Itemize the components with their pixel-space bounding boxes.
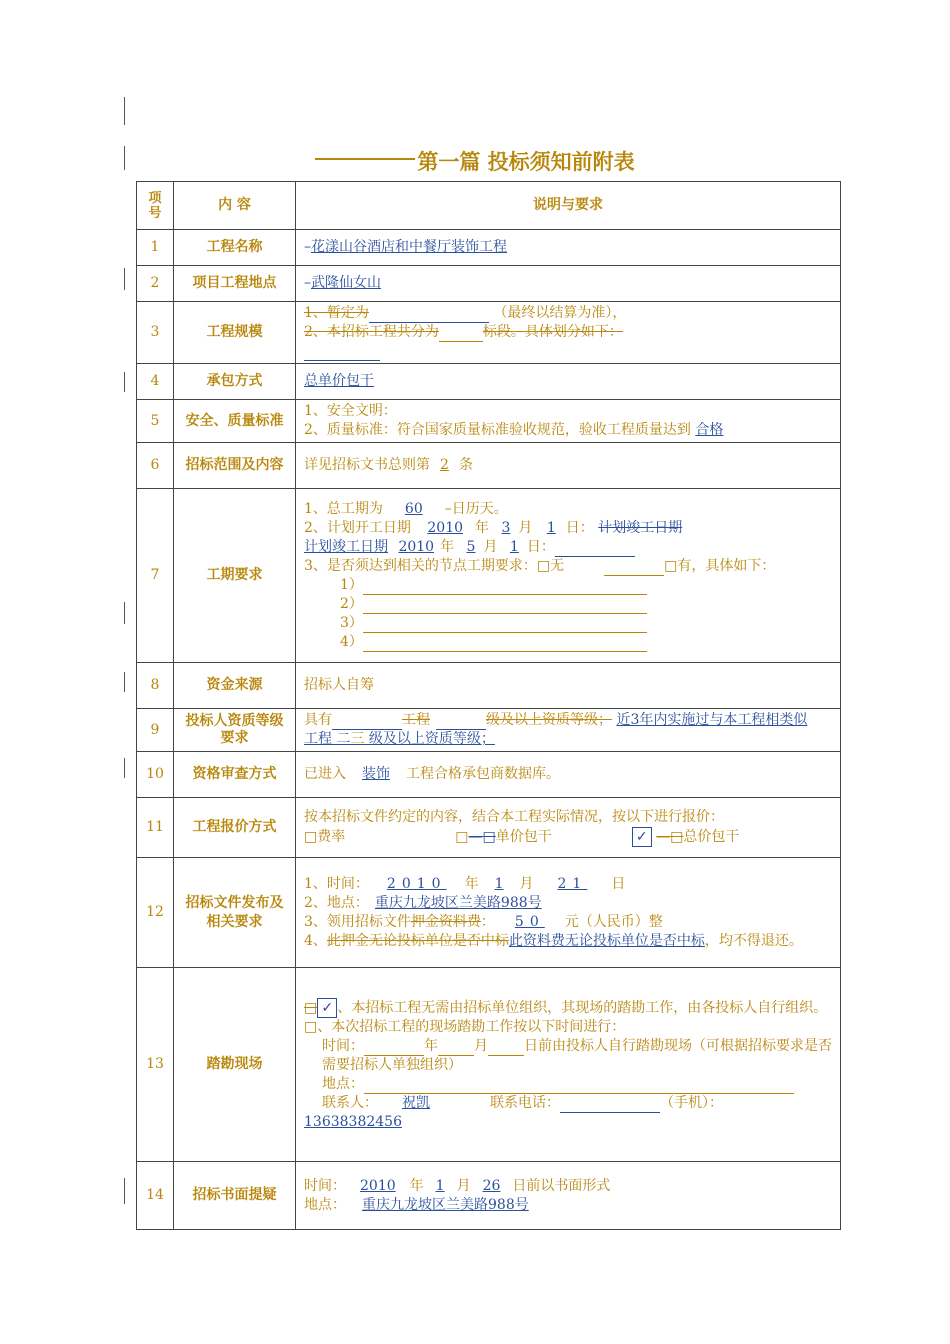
row-item: 招标书面提疑	[174, 1162, 296, 1230]
table-row	[137, 443, 841, 489]
table-row	[137, 663, 841, 709]
row-item: 招标范围及内容	[174, 443, 296, 489]
query-month: 1	[435, 1177, 445, 1194]
table-row	[137, 968, 841, 1162]
milestone-question: 3、是否须达到相关的节点工期要求：□无	[304, 557, 565, 574]
site-visit-option1: 、本招标工程无需由招标单位组织，其现场的踏勘工作，由各投标人自行组织。	[337, 999, 828, 1016]
start-day-label: 日：	[565, 519, 594, 536]
duration-label: 1、总工期为	[304, 500, 383, 517]
row-desc	[296, 858, 841, 968]
contact-name: 祝凯	[402, 1094, 430, 1111]
mobile-label: （手机）：	[660, 1094, 723, 1111]
row-item: 工期要求	[174, 489, 296, 663]
phone-label: 联系电话：	[490, 1094, 560, 1111]
page-title	[0, 146, 950, 176]
row-no: 13	[137, 968, 174, 1162]
issue-year-label: 年	[464, 875, 479, 892]
header-no: 项号	[137, 182, 174, 230]
row-no: 11	[137, 798, 174, 858]
option-rate: □费率	[304, 829, 346, 845]
refund-suffix: ，均不得退还。	[704, 932, 803, 949]
refund-text: 此资料费无论投标单位是否中标	[508, 932, 705, 949]
row-no: 14	[137, 1162, 174, 1230]
row-desc	[296, 443, 841, 489]
end-day-label: 日：	[526, 538, 555, 555]
visit-time-note: 日前由投标人自行踏勘现场（可根据招标要求是否需要招标人单独组织）	[322, 1037, 832, 1073]
margin-mark	[124, 97, 125, 125]
db-suffix: 工程合格承包商数据库。	[406, 766, 560, 782]
scale-line1: 1、暂定为	[304, 305, 369, 321]
start-year: 2010	[427, 519, 464, 536]
bid-notice-table	[136, 181, 841, 1230]
row-no: 1	[137, 230, 174, 266]
refund-struck: 此押金无论投标单位是否中标	[326, 932, 509, 949]
row-item: 工程报价方式	[174, 798, 296, 858]
end-date-struck: 计划竣工日期	[598, 519, 683, 536]
visit-month-label: 月	[474, 1037, 488, 1054]
db-category: 装饰	[362, 766, 390, 782]
start-day: 1	[546, 519, 556, 536]
table-row	[137, 302, 841, 364]
row-item: 项目工程地点	[174, 266, 296, 302]
row-desc	[296, 364, 841, 400]
db-prefix: 已进入	[304, 766, 346, 782]
header-content: 内 容	[174, 182, 296, 230]
milestone-item: 1）	[340, 576, 363, 593]
fee-colon: ：	[480, 913, 495, 930]
qual-type-struck: 工程	[402, 712, 430, 728]
quality-line: 2、质量标准：符合国家质量标准验收规范，验收工程质量达到	[304, 422, 691, 438]
issue-day: 21	[557, 875, 588, 892]
row-desc	[296, 752, 841, 798]
row-item: 工程规模	[174, 302, 296, 364]
project-name: 花漾山谷酒店和中餐厅装饰工程	[311, 239, 507, 255]
end-month: 5	[466, 538, 476, 555]
row-no: 12	[137, 858, 174, 968]
qual-prefix: 具有	[304, 712, 332, 728]
option-total-price: 总价包干	[683, 829, 740, 845]
margin-mark	[124, 672, 125, 692]
safety-line: 1、安全文明：	[304, 403, 397, 419]
milestone-item: 2）	[340, 595, 363, 612]
qual-grade-3: 三	[350, 731, 365, 747]
row-no: 5	[137, 400, 174, 443]
row-no: 6	[137, 443, 174, 489]
row-desc: –花漾山谷酒店和中餐厅装饰工程	[296, 230, 841, 266]
start-month: 3	[501, 519, 511, 536]
fee-unit: 元（人民币）整	[564, 913, 663, 930]
margin-mark	[124, 372, 125, 392]
fee-struck: 押金资料费	[410, 913, 481, 930]
qual-grade-2: 二	[336, 731, 351, 747]
title-leader-line	[315, 158, 415, 160]
margin-mark	[124, 1178, 125, 1204]
start-year-label: 年	[475, 519, 490, 536]
table-row	[137, 489, 841, 663]
row-no: 7	[137, 489, 174, 663]
margin-mark	[124, 602, 125, 624]
scope-text: 详见招标文书总则第	[304, 457, 430, 473]
milestone-item: 4）	[340, 633, 363, 650]
issue-month: 1	[494, 875, 504, 892]
start-date-label: 2、计划开工日期	[304, 519, 411, 536]
row-no: 9	[137, 709, 174, 752]
scale-line2-note: 标段。具体划分如下：	[482, 324, 623, 340]
table-row	[137, 752, 841, 798]
row-desc: 1、总工期为 60 –日历天。 2、计划开工日期 2010 年 3 月 1 日： 计划竣工日期 计划竣工日期 2010 年 5 月 1 日： 3、是否须达到相关的节点工期要求：□无 □有，具体如下： 1） 2） 3） 4）	[296, 489, 841, 663]
end-day: 1	[509, 538, 519, 555]
table-row	[137, 709, 841, 752]
query-year: 2010	[360, 1177, 396, 1194]
row-desc: –武隆仙女山	[296, 266, 841, 302]
row-desc	[296, 1162, 841, 1230]
table-header-row	[137, 182, 841, 230]
fee-label: 3、领用招标文件	[304, 913, 411, 930]
row-item: 投标人资质等级要求	[174, 709, 296, 752]
row-desc	[296, 400, 841, 443]
qual-experience: 近3年内实施过与本工程相类似	[616, 712, 808, 728]
duration-days: 60	[404, 500, 423, 517]
quality-target: 合格	[695, 422, 724, 438]
header-desc: 说明与要求	[296, 182, 841, 230]
visit-time-label: 时间：	[322, 1037, 364, 1054]
row-desc: □ ✓ 、本招标工程无需由招标单位组织，其现场的踏勘工作，由各投标人自行组织。 □、本次招标工程的现场踏勘工作按以下时间进行： 时间： 年 月 日前由投标人自行踏勘现场（可根据招标要求是否需要招标人单独组织） 地点： 联系人： 祝凯 联系电话： （手机）： 13638382456	[296, 968, 841, 1162]
pricing-intro: 按本招标文件约定的内容，结合本工程实际情况，按以下进行报价：	[304, 809, 724, 825]
qual-level-struck: 级及以上资质等级；	[486, 712, 612, 728]
site-visit-option2: □、本次招标工程的现场踏勘工作按以下时间进行：	[304, 1018, 626, 1035]
total-price-checkbox[interactable]: ✓	[632, 827, 652, 847]
row-item: 踏勘现场	[174, 968, 296, 1162]
unit-price-checkbox[interactable]: □	[455, 829, 469, 845]
scope-article: 2	[440, 457, 449, 473]
project-location: 武隆仙女山	[311, 275, 381, 291]
title-text: 第一篇 投标须知前附表	[417, 150, 635, 174]
table-row	[137, 858, 841, 968]
qual-type: 工程	[304, 731, 332, 747]
row-no: 10	[137, 752, 174, 798]
row-item: 招标文件发布及相关要求	[174, 858, 296, 968]
row-desc	[296, 709, 841, 752]
contract-mode: 总单价包干	[304, 373, 374, 389]
issue-month-label: 月	[519, 875, 534, 892]
start-month-label: 月	[518, 519, 533, 536]
margin-mark	[124, 758, 125, 778]
table-row	[137, 798, 841, 858]
row-item: 资金来源	[174, 663, 296, 709]
visit-place-label: 地点：	[322, 1075, 364, 1092]
query-address: 重庆九龙坡区兰美路988号	[362, 1196, 529, 1213]
end-year: 2010	[398, 538, 435, 555]
scope-suffix: 条	[458, 457, 473, 473]
query-day: 26	[482, 1177, 501, 1194]
row-no: 2	[137, 266, 174, 302]
funding-source: 招标人自筹	[296, 663, 841, 709]
table-row	[137, 230, 841, 266]
end-date-label: 计划竣工日期	[304, 538, 388, 555]
duration-unit: 日历天。	[451, 500, 508, 517]
issue-time-label: 1、时间：	[304, 875, 369, 892]
no-organize-checkbox[interactable]: ✓	[317, 998, 337, 1018]
table-row	[137, 364, 841, 400]
scale-line2: 2、本招标工程共分为	[304, 324, 439, 340]
query-place-label: 地点：	[304, 1196, 346, 1213]
qual-level: 级及以上资质等级；	[368, 731, 495, 747]
row-desc: 按本招标文件约定的内容，结合本工程实际情况，按以下进行报价： □费率 □—□单价包干 ✓ —□总价包干	[296, 798, 841, 858]
row-desc	[296, 302, 841, 364]
table-row	[137, 266, 841, 302]
refund-prefix: 4、	[304, 932, 327, 949]
issue-address: 重庆九龙坡区兰美路988号	[374, 894, 542, 911]
issue-day-label: 日	[611, 875, 626, 892]
option-unit-price: 单价包干	[495, 829, 552, 845]
fee-amount: 50	[514, 913, 545, 930]
visit-year-label: 年	[424, 1037, 438, 1054]
row-item: 安全、质量标准	[174, 400, 296, 443]
milestone-item: 3）	[340, 614, 363, 631]
end-month-label: 月	[483, 538, 498, 555]
row-no: 3	[137, 302, 174, 364]
row-item: 资格审查方式	[174, 752, 296, 798]
contact-label: 联系人：	[322, 1094, 378, 1111]
row-item: 承包方式	[174, 364, 296, 400]
scale-line1-note: （最终以结算为准），	[493, 305, 627, 321]
end-year-label: 年	[440, 538, 455, 555]
issue-place-label: 2、地点：	[304, 894, 369, 911]
row-no: 8	[137, 663, 174, 709]
table-row	[137, 1162, 841, 1230]
table-row	[137, 400, 841, 443]
query-month-label: 月	[456, 1177, 471, 1194]
row-no: 4	[137, 364, 174, 400]
issue-year: 2010	[386, 875, 447, 892]
query-year-label: 年	[409, 1177, 424, 1194]
contact-phone: 13638382456	[304, 1113, 402, 1130]
row-item: 工程名称	[174, 230, 296, 266]
margin-mark	[124, 268, 125, 290]
milestone-option: □有，具体如下：	[664, 557, 776, 574]
query-day-label: 日前以书面形式	[512, 1177, 611, 1194]
query-time-label: 时间：	[304, 1177, 346, 1194]
